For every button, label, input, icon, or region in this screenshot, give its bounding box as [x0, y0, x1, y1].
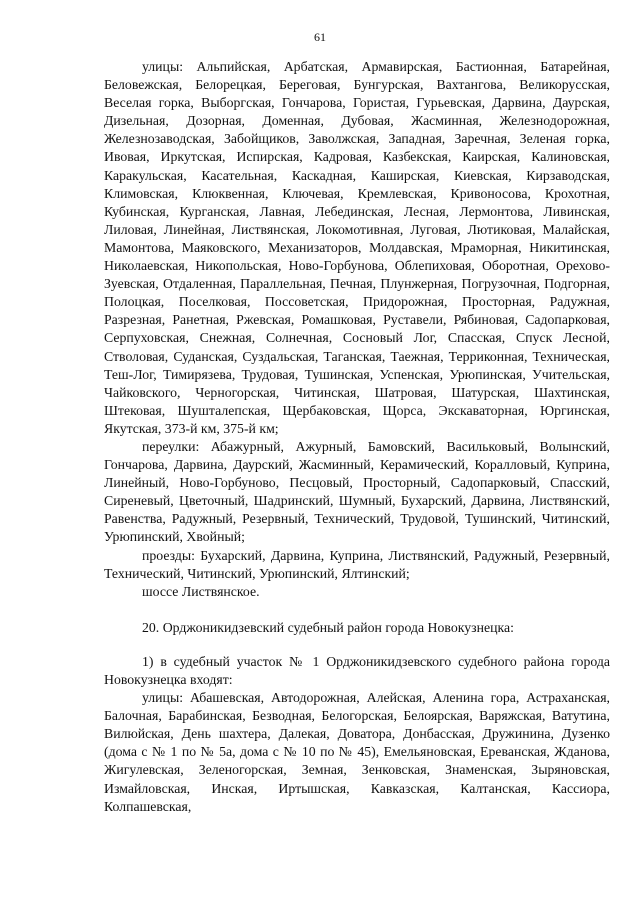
page-number: 61: [314, 30, 326, 44]
section-intro: 1) в судебный участок № 1 Орджоникидзевского судебного района города Новокузнецка входят:: [104, 653, 610, 687]
passages-paragraph: проезды: Бухарский, Дарвина, Куприна, Листвянский, Радужный, Резервный, Технический, Читинский, Урюпинский, Ялтинский;: [104, 547, 610, 581]
lanes-paragraph: переулки: Абажурный, Ажурный, Бамовский, Васильковый, Волынский, Гончарова, Дарвина, Даурский, Жасминный, Керамический, Коралловый, Куприна, Линейный, Ново-Горбуново, Песцовый, Просторный, Садопарковый, Спасский, Сиреневый, Цветочный, Шадринский, Шумный, Бухарский, Дарвина, Листвянский, Равенства, Радужный, Резервный, Технический, Трудовой, Тушинский, Читинский, Урюпинский, Хвойный;: [104, 438, 610, 545]
document-body: [104, 58, 610, 816]
highway-paragraph: шоссе Листвянское.: [142, 583, 260, 599]
streets-paragraph: улицы: Альпийская, Арбатская, Армавирская, Бастионная, Батарейная, Беловежская, Белорецкая, Береговая, Бунгурская, Вахтангова, Великорусская, Веселая горка, Выборгская, Гончарова, Гористая, Гурьевская, Дарвина, Даурская, Дизельная, Дозорная, Доменная, Дубовая, Жасминная, Железнодорожная, Железнозаводская, Забойщиков, Заволжская, Западная, Заречная, Зеленая горка, Ивовая, Иркутская, Испирская, Кадровая, Казбекская, Каирская, Калиновская, Каракульская, Касательная, Каскадная, Каширская, Киевская, Кирзаводская, Климовская, Клюквенная, Ключевая, Кремлевская, Кривоносова, Крохотная, Кубинская, Курганская, Лавная, Лебединская, Лесная, Лермонтова, Ливинская, Лиловая, Линейная, Листвянская, Локомотивная, Луговая, Лютиковая, Малайская, Мамонтова, Маяковского, Механизаторов, Молдавская, Мраморная, Никитинская, Николаевская, Никопольская, Ново-Горбунова, Облепиховая, Оборотная, Орехово-Зуевская, Отдаленная, Параллельная, Печная, Плунжерная, Погрузочная, Подгорная, Полоцкая, Поселковая, Поссоветская, Придорожная, Просторная, Радужная, Разрезная, Ранетная, Ржевская, Ромашковая, Руставели, Рябиновая, Садопарковая, Серпуховская, Снежная, Солнечная, Сосновый Лог, Спасская, Спуск Лесной, Стволовая, Суданская, Суздальская, Таганская, Таежная, Терриконная, Техническая, Теш-Лог, Тимирязева, Трудовая, Тушинская, Успенская, Урюпинская, Учительская, Чайковского, Черногорская, Читинская, Шатровая, Шатурская, Шахтинская, Штековая, Шушталепская, Щербаковская, Щорса, Экскаваторная, Юргинская, Якутская, 373-й км, 375-й км;: [104, 59, 610, 436]
section-streets-paragraph: улицы: Абашевская, Автодорожная, Алейская, Аленина гора, Астраханская, Балочная, Барабинская, Безводная, Белогорская, Белоярская, Варяжская, Ватутина, Вилюйская, День шахтера, Далекая, Доватора, Донбасская, Дружинина, Дузенко (дома с № 1 по № 5а, дома с № 10 по № 45), Емельяновская, Ереванская, Жданова, Жигулевская, Зеленогорская, Земная, Зенковская, Знаменская, Зыряновская, Измайловская, Инская, Иртышская, Кавказская, Калтанская, Кассиора, Колпашевская,: [104, 690, 610, 814]
district-heading: 20. Орджоникидзевский судебный район города Новокузнецка:: [142, 619, 514, 635]
